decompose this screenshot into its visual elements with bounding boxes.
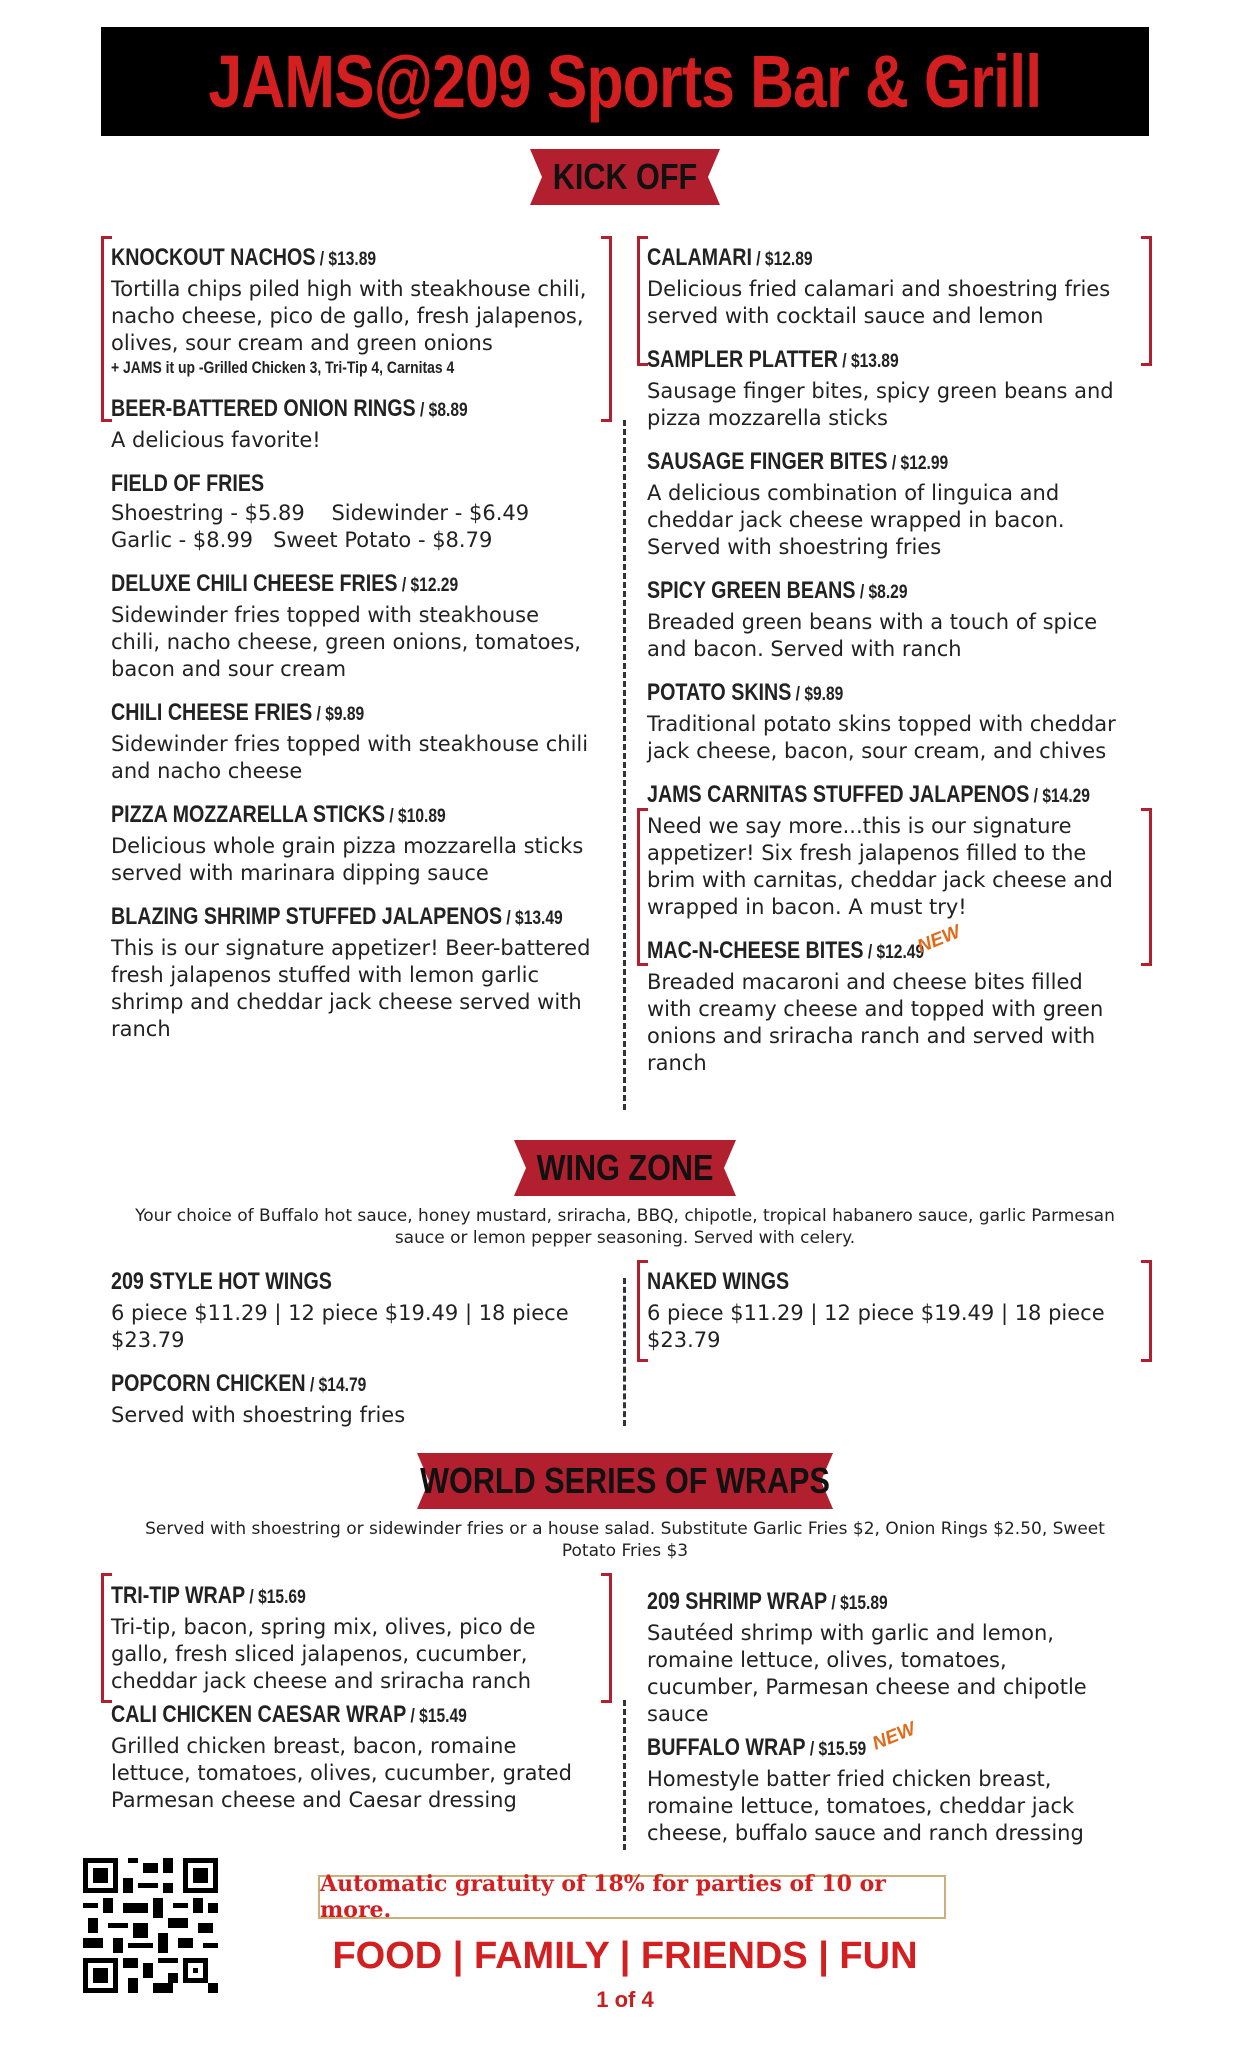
menu-item <box>111 1580 591 1695</box>
item-name: 209 STYLE HOT WINGS <box>111 1268 332 1295</box>
section-banner-kickoff <box>530 149 720 205</box>
item-name: BLAZING SHRIMP STUFFED JALAPENOS <box>111 903 503 930</box>
menu-item <box>647 575 1122 663</box>
menu-item <box>647 242 1122 330</box>
item-description: Served with shoestring fries <box>111 1403 406 1427</box>
item-description: A delicious favorite! <box>111 428 321 452</box>
kickoff-left-column <box>111 242 591 1057</box>
section-title-kickoff: KICK OFF <box>552 156 698 197</box>
column-divider <box>623 1700 626 1850</box>
item-name: SPICY GREEN BEANS <box>647 577 856 604</box>
item-name: BEER-BATTERED ONION RINGS <box>111 395 416 422</box>
section-title-wings: WING ZONE <box>536 1147 714 1188</box>
item-price: / $13.89 <box>837 351 899 372</box>
item-description: Homestyle batter fried chicken breast, romaine lettuce, tomatoes, cheddar jack cheese, buffalo sauce and ranch dressing <box>647 1767 1084 1845</box>
menu-item <box>111 568 591 683</box>
highlight-bracket-right <box>601 1573 612 1703</box>
page-header <box>101 27 1149 136</box>
item-name: KNOCKOUT NACHOS <box>111 244 316 271</box>
menu-item <box>111 697 591 785</box>
new-badge: NEW <box>914 921 964 958</box>
item-description: Tri-tip, bacon, spring mix, olives, pico de gallo, fresh sliced jalapenos, cucumber, cheddar jack cheese and sriracha ranch <box>111 1615 536 1693</box>
item-price: / $13.49 <box>502 908 563 929</box>
column-divider <box>623 1278 626 1426</box>
item-name: POPCORN CHICKEN <box>111 1370 306 1397</box>
item-name: CHILI CHEESE FRIES <box>111 699 313 726</box>
item-name: PIZZA MOZZARELLA STICKS <box>111 801 386 828</box>
wings-left-column <box>111 1266 591 1443</box>
item-price-line: Shoestring - $5.89 Sidewinder - $6.49 <box>111 501 530 525</box>
qr-code-icon[interactable] <box>83 1858 218 1993</box>
item-name: MAC-N-CHEESE BITES <box>647 937 864 964</box>
item-name: TRI-TIP WRAP <box>111 1582 246 1609</box>
menu-item <box>111 1266 591 1354</box>
menu-item <box>647 1266 1122 1354</box>
menu-item <box>111 468 591 554</box>
item-price: / $10.89 <box>385 806 446 827</box>
item-price: / $9.89 <box>791 684 844 705</box>
item-name: JAMS CARNITAS STUFFED JALAPENOS <box>647 781 1030 808</box>
page-number: 1 of 4 <box>596 1987 654 2012</box>
menu-item <box>647 677 1122 765</box>
item-addon-note: + JAMS it up -Grilled Chicken 3, Tri-Tip 4, Carnitas 4 <box>111 358 455 377</box>
item-price-line: Garlic - $8.99 Sweet Potato - $8.79 <box>111 528 493 552</box>
section-title-wraps: WORLD SERIES OF WRAPS <box>420 1460 830 1501</box>
menu-item <box>647 344 1122 432</box>
item-name: CALI CHICKEN CAESAR WRAP <box>111 1701 407 1728</box>
item-name: 209 SHRIMP WRAP <box>647 1588 828 1615</box>
item-price: / $15.89 <box>827 1593 888 1614</box>
item-price: / $14.79 <box>305 1375 367 1396</box>
item-price: / $12.29 <box>397 575 459 596</box>
section-intro-wraps: Served with shoestring or sidewinder fries or a house salad. Substitute Garlic Fries $2, Onion Rings $2.50, Sweet Potato Fries $3 <box>145 1519 1105 1561</box>
item-price: / $12.99 <box>887 453 949 474</box>
menu-item <box>111 1699 591 1814</box>
item-price: / $14.29 <box>1029 786 1090 807</box>
item-description: Need we say more...this is our signature appetizer! Six fresh jalapenos filled to the brim with carnitas, cheddar jack cheese and wrapped in bacon. A must try! <box>647 814 1113 919</box>
wraps-right-column <box>647 1586 1122 1861</box>
highlight-bracket-right <box>601 236 612 422</box>
item-description: This is our signature appetizer! Beer-battered fresh jalapenos stuffed with lemon garlic shrimp and cheddar jack cheese served with ranch <box>111 936 591 1041</box>
item-description: Tortilla chips piled high with steakhouse chili, nacho cheese, pico de gallo, fresh jalapenos, olives, sour cream and green onions <box>111 277 587 355</box>
menu-item <box>111 799 591 887</box>
menu-item <box>111 393 591 454</box>
menu-item <box>111 901 591 1043</box>
item-description: Traditional potato skins topped with cheddar jack cheese, bacon, sour cream, and chives <box>647 712 1116 763</box>
item-name: CALAMARI <box>647 244 752 271</box>
item-price: / $15.69 <box>245 1587 306 1608</box>
item-description: 6 piece $11.29 | 12 piece $19.49 | 18 piece $23.79 <box>111 1301 569 1352</box>
highlight-bracket-right <box>1141 236 1152 366</box>
item-price: / $8.29 <box>855 582 908 603</box>
item-description: Sidewinder fries topped with steakhouse chili, nacho cheese, green onions, tomatoes, bacon and sour cream <box>111 603 581 681</box>
gratuity-notice: Automatic gratuity of 18% for parties of 10 or more. <box>318 1875 946 1919</box>
menu-item <box>647 1586 1122 1728</box>
section-intro-wings: Your choice of Buffalo hot sauce, honey mustard, sriracha, BBQ, chipotle, tropical habanero sauce, garlic Parmesan sauce or lemon pepper seasoning. Served with celery. <box>135 1206 1115 1248</box>
item-price: / $9.89 <box>312 704 365 725</box>
kickoff-right-column <box>647 242 1122 1091</box>
item-price: / $8.89 <box>415 400 468 421</box>
item-description: Breaded macaroni and cheese bites filled with creamy cheese and topped with green onions and sriracha ranch and served with ranch <box>647 970 1104 1075</box>
item-name: SAUSAGE FINGER BITES <box>647 448 888 475</box>
item-name: NAKED WINGS <box>647 1268 790 1295</box>
menu-item <box>647 446 1122 561</box>
item-description: A delicious combination of linguica and cheddar jack cheese wrapped in bacon. Served with shoestring fries <box>647 481 1065 559</box>
section-banner-wings <box>514 1140 736 1196</box>
item-name: SAMPLER PLATTER <box>647 346 838 373</box>
item-price: / $12.49 <box>863 942 925 963</box>
item-description: Sautéed shrimp with garlic and lemon, romaine lettuce, olives, tomatoes, cucumber, Parmesan cheese and chipotle sauce <box>647 1621 1087 1726</box>
item-description: Sausage finger bites, spicy green beans and pizza mozzarella sticks <box>647 379 1114 430</box>
new-badge: NEW <box>869 1718 919 1755</box>
item-price: / $13.89 <box>315 249 377 270</box>
menu-item <box>647 921 1122 1077</box>
tagline: FOOD | FAMILY | FRIENDS | FUN <box>332 1935 918 1977</box>
section-banner-wraps <box>417 1453 833 1509</box>
menu-item <box>647 779 1122 921</box>
item-description: Breaded green beans with a touch of spice and bacon. Served with ranch <box>647 610 1098 661</box>
item-description: Delicious fried calamari and shoestring fries served with cocktail sauce and lemon <box>647 277 1111 328</box>
item-name: BUFFALO WRAP <box>647 1734 806 1761</box>
restaurant-title: JAMS@209 Sports Bar & Grill <box>208 40 1042 123</box>
highlight-bracket-right <box>1141 1260 1152 1362</box>
item-price: / $15.59 <box>805 1739 867 1760</box>
menu-item <box>647 1718 1122 1847</box>
item-price: / $15.49 <box>406 1706 467 1727</box>
wings-right-column <box>647 1266 1122 1368</box>
item-description: Delicious whole grain pizza mozzarella sticks served with marinara dipping sauce <box>111 834 584 885</box>
menu-item <box>111 242 591 379</box>
menu-item <box>111 1368 591 1429</box>
column-divider <box>623 420 626 1110</box>
item-description: Grilled chicken breast, bacon, romaine lettuce, tomatoes, olives, cucumber, grated Parmesan cheese and Caesar dressing <box>111 1734 572 1812</box>
highlight-bracket-right <box>1141 808 1152 966</box>
item-price: / $12.89 <box>751 249 813 270</box>
item-name: POTATO SKINS <box>647 679 792 706</box>
item-description: 6 piece $11.29 | 12 piece $19.49 | 18 piece $23.79 <box>647 1301 1105 1352</box>
item-name: DELUXE CHILI CHEESE FRIES <box>111 570 398 597</box>
item-description: Sidewinder fries topped with steakhouse chili and nacho cheese <box>111 732 589 783</box>
item-name: FIELD OF FRIES <box>111 470 265 497</box>
wraps-left-column <box>111 1580 591 1828</box>
